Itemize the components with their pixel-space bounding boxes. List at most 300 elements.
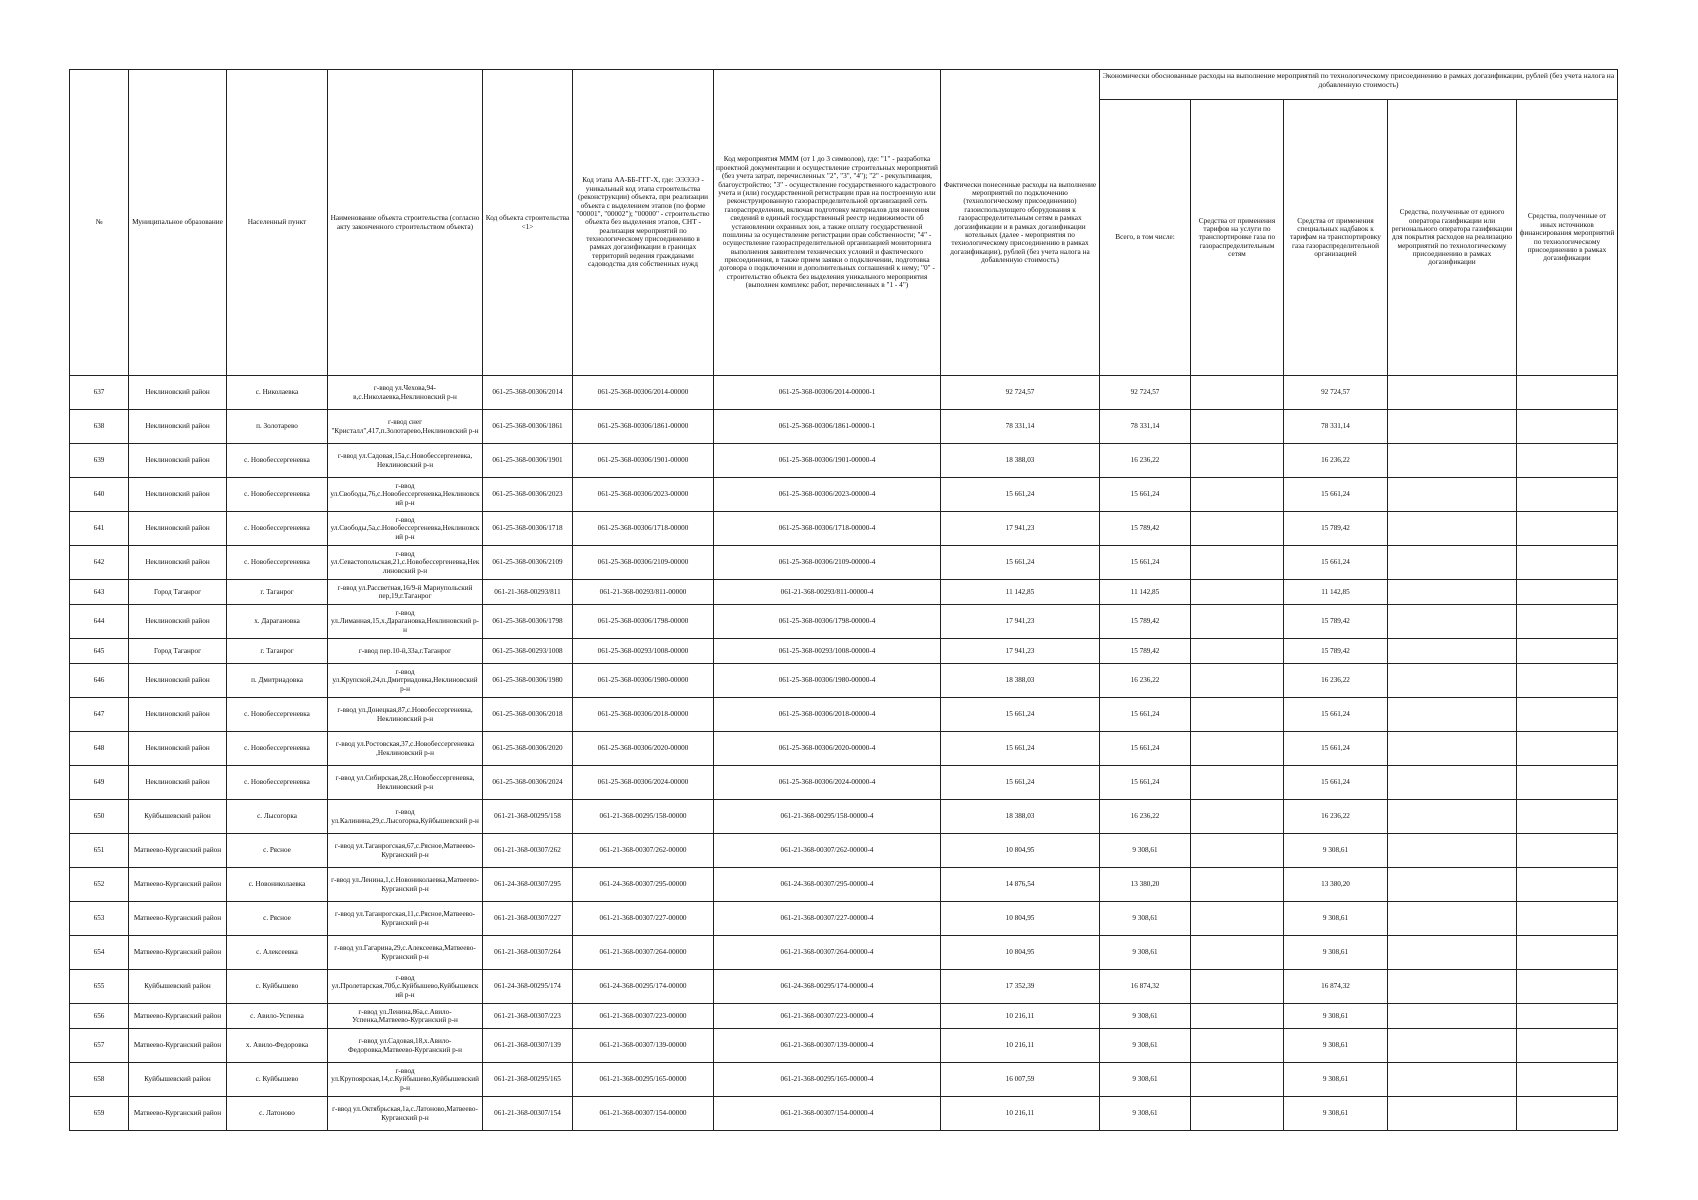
cell-num: 650 bbox=[70, 800, 129, 834]
cell-operator-funds bbox=[1388, 1097, 1517, 1131]
cell-stage-code: 061-21-368-00307/264-00000 bbox=[573, 936, 714, 970]
table-row bbox=[70, 605, 1618, 639]
cell-object-code: 061-24-368-00307/295 bbox=[483, 868, 573, 902]
cell-municipality: Город Таганрог bbox=[129, 580, 227, 605]
cell-total: 78 331,14 bbox=[1100, 410, 1191, 444]
cell-stage-code: 061-21-368-00293/811-00000 bbox=[573, 580, 714, 605]
cell-tariff-transport bbox=[1191, 834, 1284, 868]
cell-event-code: 061-21-368-00293/811-00000-4 bbox=[714, 580, 941, 605]
cell-total: 15 661,24 bbox=[1100, 698, 1191, 732]
cell-other-sources bbox=[1517, 376, 1618, 410]
cell-object-name: г-ввод ул.Лиманная,15,х.Дарагановка,Неклиновский р-н bbox=[328, 605, 483, 639]
cell-object-code: 061-25-368-00306/1980 bbox=[483, 664, 573, 698]
table-row bbox=[70, 834, 1618, 868]
cell-num: 647 bbox=[70, 698, 129, 732]
cell-special-markups: 16 874,32 bbox=[1284, 970, 1388, 1004]
table-row bbox=[70, 902, 1618, 936]
cell-num: 639 bbox=[70, 444, 129, 478]
cell-object-code: 061-25-368-00306/1798 bbox=[483, 605, 573, 639]
cell-object-code: 061-25-368-00306/1861 bbox=[483, 410, 573, 444]
cell-num: 655 bbox=[70, 970, 129, 1004]
cell-object-name: г-ввод ул.Свободы,5а,с.Новобессергеневка,Неклиновский р-н bbox=[328, 512, 483, 546]
table-row bbox=[70, 478, 1618, 512]
cell-operator-funds bbox=[1388, 868, 1517, 902]
cell-tariff-transport bbox=[1191, 580, 1284, 605]
cell-object-code: 061-25-368-00306/2014 bbox=[483, 376, 573, 410]
header-special-markups: Средства от применения специальных надбавок к тарифам на транспортировку газа газораспределительной организацией bbox=[1284, 100, 1388, 376]
cell-tariff-transport bbox=[1191, 1029, 1284, 1063]
cell-object-name: г-ввод ул.Сибирская,28,с.Новобессергеневка, Неклиновский р-н bbox=[328, 766, 483, 800]
cell-actual-costs: 17 941,23 bbox=[941, 512, 1100, 546]
cell-num: 646 bbox=[70, 664, 129, 698]
table-row bbox=[70, 868, 1618, 902]
cell-tariff-transport bbox=[1191, 605, 1284, 639]
cell-object-name: г-ввод ул.Таганрогская,67,с.Рясное,Матвеево-Курганский р-н bbox=[328, 834, 483, 868]
cell-actual-costs: 15 661,24 bbox=[941, 766, 1100, 800]
cell-num: 652 bbox=[70, 868, 129, 902]
cell-settlement: с. Новобессергеневка bbox=[227, 766, 328, 800]
cell-actual-costs: 18 388,03 bbox=[941, 800, 1100, 834]
cell-total: 9 308,61 bbox=[1100, 1063, 1191, 1097]
cell-other-sources bbox=[1517, 478, 1618, 512]
cell-special-markups: 92 724,57 bbox=[1284, 376, 1388, 410]
cell-event-code: 061-25-368-00306/1901-00000-4 bbox=[714, 444, 941, 478]
cell-stage-code: 061-25-368-00306/2023-00000 bbox=[573, 478, 714, 512]
cell-total: 16 236,22 bbox=[1100, 444, 1191, 478]
cell-municipality: Куйбышевский район bbox=[129, 970, 227, 1004]
cell-tariff-transport bbox=[1191, 410, 1284, 444]
cell-stage-code: 061-25-368-00306/2109-00000 bbox=[573, 546, 714, 580]
cell-total: 15 661,24 bbox=[1100, 546, 1191, 580]
cell-object-code: 061-21-368-00307/262 bbox=[483, 834, 573, 868]
cell-municipality: Матвеево-Курганский район bbox=[129, 834, 227, 868]
cell-object-code: 061-25-368-00306/2109 bbox=[483, 546, 573, 580]
cell-object-code: 061-21-368-00307/154 bbox=[483, 1097, 573, 1131]
cell-municipality: Матвеево-Курганский район bbox=[129, 1004, 227, 1029]
cell-settlement: с. Авило-Успенка bbox=[227, 1004, 328, 1029]
cell-operator-funds bbox=[1388, 936, 1517, 970]
cell-special-markups: 9 308,61 bbox=[1284, 1063, 1388, 1097]
header-object-name: Наименование объекта строительства (согласно акту законченного строительством объекта) bbox=[328, 70, 483, 376]
cell-stage-code: 061-25-368-00306/1861-00000 bbox=[573, 410, 714, 444]
cell-special-markups: 9 308,61 bbox=[1284, 1029, 1388, 1063]
cell-num: 653 bbox=[70, 902, 129, 936]
cell-object-name: г-ввод ул.Севастопольская,21,с.Новобессергеневка,Неклиновский р-н bbox=[328, 546, 483, 580]
cell-total: 13 380,20 bbox=[1100, 868, 1191, 902]
cell-operator-funds bbox=[1388, 970, 1517, 1004]
cell-actual-costs: 17 941,23 bbox=[941, 639, 1100, 664]
cell-object-name: г-ввод ул.Пролетарская,70б,с.Куйбышево,Куйбышевский р-н bbox=[328, 970, 483, 1004]
cell-settlement: г. Таганрог bbox=[227, 639, 328, 664]
cell-object-code: 061-25-368-00306/2023 bbox=[483, 478, 573, 512]
cell-special-markups: 15 661,24 bbox=[1284, 478, 1388, 512]
cell-special-markups: 15 789,42 bbox=[1284, 512, 1388, 546]
cell-special-markups: 9 308,61 bbox=[1284, 936, 1388, 970]
cell-total: 11 142,85 bbox=[1100, 580, 1191, 605]
cell-object-code: 061-21-368-00307/139 bbox=[483, 1029, 573, 1063]
cell-stage-code: 061-25-368-00306/1718-00000 bbox=[573, 512, 714, 546]
cell-tariff-transport bbox=[1191, 444, 1284, 478]
cell-object-code: 061-25-368-00306/1901 bbox=[483, 444, 573, 478]
cell-settlement: г. Таганрог bbox=[227, 580, 328, 605]
cell-event-code: 061-21-368-00307/262-00000-4 bbox=[714, 834, 941, 868]
cell-municipality: Неклиновский район bbox=[129, 410, 227, 444]
cell-operator-funds bbox=[1388, 1004, 1517, 1029]
cell-settlement: с. Новобессергеневка bbox=[227, 512, 328, 546]
cell-num: 651 bbox=[70, 834, 129, 868]
cell-actual-costs: 18 388,03 bbox=[941, 664, 1100, 698]
cell-object-code: 061-24-368-00295/174 bbox=[483, 970, 573, 1004]
cell-total: 9 308,61 bbox=[1100, 902, 1191, 936]
cell-tariff-transport bbox=[1191, 664, 1284, 698]
cell-actual-costs: 10 804,95 bbox=[941, 834, 1100, 868]
cell-other-sources bbox=[1517, 410, 1618, 444]
cell-actual-costs: 78 331,14 bbox=[941, 410, 1100, 444]
cell-event-code: 061-25-368-00306/1980-00000-4 bbox=[714, 664, 941, 698]
cell-object-name: г-ввод ул.Калинина,29,с.Лысогорка,Куйбышевский р-н bbox=[328, 800, 483, 834]
cell-special-markups: 15 661,24 bbox=[1284, 732, 1388, 766]
cell-settlement: с. Куйбышево bbox=[227, 970, 328, 1004]
table-row bbox=[70, 1029, 1618, 1063]
cell-settlement: с. Николаевка bbox=[227, 376, 328, 410]
table-row bbox=[70, 1004, 1618, 1029]
cell-settlement: с. Новобессергеневка bbox=[227, 444, 328, 478]
cell-actual-costs: 15 661,24 bbox=[941, 478, 1100, 512]
cell-operator-funds bbox=[1388, 800, 1517, 834]
cell-other-sources bbox=[1517, 970, 1618, 1004]
cell-actual-costs: 10 216,11 bbox=[941, 1004, 1100, 1029]
cell-other-sources bbox=[1517, 1063, 1618, 1097]
cell-municipality: Куйбышевский район bbox=[129, 1063, 227, 1097]
cell-actual-costs: 10 216,11 bbox=[941, 1029, 1100, 1063]
cell-actual-costs: 92 724,57 bbox=[941, 376, 1100, 410]
cell-total: 15 789,42 bbox=[1100, 639, 1191, 664]
table-row bbox=[70, 800, 1618, 834]
cell-operator-funds bbox=[1388, 1029, 1517, 1063]
cell-settlement: с. Рясное bbox=[227, 834, 328, 868]
cell-operator-funds bbox=[1388, 664, 1517, 698]
cell-tariff-transport bbox=[1191, 902, 1284, 936]
cell-num: 640 bbox=[70, 478, 129, 512]
cell-actual-costs: 11 142,85 bbox=[941, 580, 1100, 605]
cell-stage-code: 061-25-368-00306/1901-00000 bbox=[573, 444, 714, 478]
cell-municipality: Матвеево-Курганский район bbox=[129, 936, 227, 970]
cell-event-code: 061-25-368-00306/1861-00000-1 bbox=[714, 410, 941, 444]
header-num: № bbox=[70, 70, 129, 376]
cell-stage-code: 061-25-368-00306/1980-00000 bbox=[573, 664, 714, 698]
cell-event-code: 061-21-368-00295/165-00000-4 bbox=[714, 1063, 941, 1097]
table-row bbox=[70, 664, 1618, 698]
cell-object-name: г-ввод ул.Октябрьская,1а,с.Латоново,Матвеево-Курганский р-н bbox=[328, 1097, 483, 1131]
cell-total: 15 661,24 bbox=[1100, 732, 1191, 766]
cell-tariff-transport bbox=[1191, 639, 1284, 664]
cell-num: 648 bbox=[70, 732, 129, 766]
cell-settlement: с. Рясное bbox=[227, 902, 328, 936]
cell-actual-costs: 10 804,95 bbox=[941, 936, 1100, 970]
cell-object-name: г-ввод ул.Свободы,76,с.Новобессергеневка,Неклиновский р-н bbox=[328, 478, 483, 512]
table-row bbox=[70, 410, 1618, 444]
table-body bbox=[70, 376, 1618, 1131]
cell-actual-costs: 18 388,03 bbox=[941, 444, 1100, 478]
cell-total: 15 661,24 bbox=[1100, 478, 1191, 512]
cell-operator-funds bbox=[1388, 546, 1517, 580]
cell-num: 637 bbox=[70, 376, 129, 410]
cell-num: 659 bbox=[70, 1097, 129, 1131]
cell-num: 654 bbox=[70, 936, 129, 970]
cell-object-name: г-ввод ул.Крупоярская,14,с.Куйбышево,Куйбышевский р-н bbox=[328, 1063, 483, 1097]
cell-settlement: с. Новониколаевка bbox=[227, 868, 328, 902]
cell-actual-costs: 16 007,59 bbox=[941, 1063, 1100, 1097]
cell-municipality: Город Таганрог bbox=[129, 639, 227, 664]
cell-num: 658 bbox=[70, 1063, 129, 1097]
cell-event-code: 061-21-368-00307/264-00000-4 bbox=[714, 936, 941, 970]
cell-stage-code: 061-25-368-00306/2018-00000 bbox=[573, 698, 714, 732]
table-row bbox=[70, 936, 1618, 970]
header-total: Всего, в том числе: bbox=[1100, 100, 1191, 376]
cell-stage-code: 061-21-368-00295/165-00000 bbox=[573, 1063, 714, 1097]
cell-settlement: с. Новобессергеневка bbox=[227, 478, 328, 512]
cell-tariff-transport bbox=[1191, 1097, 1284, 1131]
cell-stage-code: 061-25-368-00306/1798-00000 bbox=[573, 605, 714, 639]
cell-actual-costs: 15 661,24 bbox=[941, 732, 1100, 766]
table-header bbox=[70, 70, 1618, 376]
cell-municipality: Матвеево-Курганский район bbox=[129, 902, 227, 936]
cell-event-code: 061-25-368-00306/2020-00000-4 bbox=[714, 732, 941, 766]
cell-operator-funds bbox=[1388, 512, 1517, 546]
cell-other-sources bbox=[1517, 698, 1618, 732]
cell-special-markups: 9 308,61 bbox=[1284, 1097, 1388, 1131]
cell-event-code: 061-21-368-00295/158-00000-4 bbox=[714, 800, 941, 834]
cell-municipality: Неклиновский район bbox=[129, 766, 227, 800]
cell-event-code: 061-25-368-00306/2023-00000-4 bbox=[714, 478, 941, 512]
cell-municipality: Неклиновский район bbox=[129, 444, 227, 478]
table-row bbox=[70, 766, 1618, 800]
cell-operator-funds bbox=[1388, 732, 1517, 766]
cell-num: 638 bbox=[70, 410, 129, 444]
cell-object-code: 061-21-368-00293/811 bbox=[483, 580, 573, 605]
cell-other-sources bbox=[1517, 800, 1618, 834]
cell-settlement: с. Лысогорка bbox=[227, 800, 328, 834]
cell-special-markups: 15 789,42 bbox=[1284, 639, 1388, 664]
cell-total: 16 874,32 bbox=[1100, 970, 1191, 1004]
table-row bbox=[70, 970, 1618, 1004]
cell-other-sources bbox=[1517, 868, 1618, 902]
cell-municipality: Неклиновский район bbox=[129, 478, 227, 512]
cell-num: 642 bbox=[70, 546, 129, 580]
cell-municipality: Неклиновский район bbox=[129, 698, 227, 732]
cell-event-code: 061-25-368-00306/1718-00000-4 bbox=[714, 512, 941, 546]
cell-special-markups: 16 236,22 bbox=[1284, 664, 1388, 698]
cell-object-name: г-ввод ул.Садовая,18,х.Авило-Федоровка,Матвеево-Курганский р-н bbox=[328, 1029, 483, 1063]
cell-other-sources bbox=[1517, 546, 1618, 580]
cell-municipality: Неклиновский район bbox=[129, 546, 227, 580]
cell-object-code: 061-25-368-00306/1718 bbox=[483, 512, 573, 546]
cell-tariff-transport bbox=[1191, 1004, 1284, 1029]
cell-total: 16 236,22 bbox=[1100, 800, 1191, 834]
cell-event-code: 061-24-368-00295/174-00000-4 bbox=[714, 970, 941, 1004]
cell-stage-code: 061-25-368-00293/1008-00000 bbox=[573, 639, 714, 664]
cell-object-name: г-ввод ул.Чехова,94-в,с.Николаевка,Неклиновский р-н bbox=[328, 376, 483, 410]
cell-object-code: 061-21-368-00307/227 bbox=[483, 902, 573, 936]
cell-operator-funds bbox=[1388, 698, 1517, 732]
cell-stage-code: 061-25-368-00306/2020-00000 bbox=[573, 732, 714, 766]
cell-total: 9 308,61 bbox=[1100, 1029, 1191, 1063]
cell-event-code: 061-25-368-00293/1008-00000-4 bbox=[714, 639, 941, 664]
cell-actual-costs: 15 661,24 bbox=[941, 546, 1100, 580]
header-econ-group: Экономически обоснованные расходы на выполнение мероприятий по технологическому присоединению в рамках догазификации, рублей (без учета налога на добавленную стоимость) bbox=[1100, 70, 1618, 100]
cell-other-sources bbox=[1517, 902, 1618, 936]
cell-operator-funds bbox=[1388, 478, 1517, 512]
cell-municipality: Матвеево-Курганский район bbox=[129, 868, 227, 902]
cell-other-sources bbox=[1517, 512, 1618, 546]
cell-actual-costs: 14 876,54 bbox=[941, 868, 1100, 902]
cell-object-name: г-ввод ул.Таганрогская,11,с.Рясное,Матвеево-Курганский р-н bbox=[328, 902, 483, 936]
cell-object-code: 061-21-368-00307/223 bbox=[483, 1004, 573, 1029]
cell-total: 15 661,24 bbox=[1100, 766, 1191, 800]
cell-operator-funds bbox=[1388, 444, 1517, 478]
table-row bbox=[70, 444, 1618, 478]
cell-tariff-transport bbox=[1191, 376, 1284, 410]
cell-other-sources bbox=[1517, 1029, 1618, 1063]
cell-tariff-transport bbox=[1191, 698, 1284, 732]
cell-event-code: 061-21-368-00307/154-00000-4 bbox=[714, 1097, 941, 1131]
cell-other-sources bbox=[1517, 936, 1618, 970]
cell-settlement: с. Алексеевка bbox=[227, 936, 328, 970]
cell-stage-code: 061-21-368-00307/139-00000 bbox=[573, 1029, 714, 1063]
cell-tariff-transport bbox=[1191, 970, 1284, 1004]
header-settlement: Населенный пункт bbox=[227, 70, 328, 376]
cell-special-markups: 15 789,42 bbox=[1284, 605, 1388, 639]
table-row bbox=[70, 376, 1618, 410]
cell-settlement: с. Латоново bbox=[227, 1097, 328, 1131]
cell-num: 641 bbox=[70, 512, 129, 546]
cell-operator-funds bbox=[1388, 766, 1517, 800]
cell-special-markups: 15 661,24 bbox=[1284, 766, 1388, 800]
cell-stage-code: 061-21-368-00307/262-00000 bbox=[573, 834, 714, 868]
header-operator-funds: Средства, полученные от единого оператора газификации или регионального оператора газификации для покрытия расходов на реализацию мероприятий по технологическому присоединению в рамках догазификации bbox=[1388, 100, 1517, 376]
table-row bbox=[70, 1063, 1618, 1097]
cell-object-code: 061-21-368-00295/165 bbox=[483, 1063, 573, 1097]
cell-stage-code: 061-21-368-00307/227-00000 bbox=[573, 902, 714, 936]
table-row bbox=[70, 732, 1618, 766]
cell-tariff-transport bbox=[1191, 478, 1284, 512]
cell-object-name: г-ввод ул.Ростовская,37,с.Новобессергеневка ,Неклиновский р-н bbox=[328, 732, 483, 766]
cell-actual-costs: 10 804,95 bbox=[941, 902, 1100, 936]
cell-stage-code: 061-25-368-00306/2024-00000 bbox=[573, 766, 714, 800]
cell-tariff-transport bbox=[1191, 546, 1284, 580]
data-table bbox=[69, 69, 1618, 1131]
cell-object-code: 061-21-368-00307/264 bbox=[483, 936, 573, 970]
cell-municipality: Куйбышевский район bbox=[129, 800, 227, 834]
cell-object-name: г-ввод ул.Ленина,1,с.Новониколаевка,Матвеево-Курганский р-н bbox=[328, 868, 483, 902]
cell-tariff-transport bbox=[1191, 868, 1284, 902]
cell-num: 645 bbox=[70, 639, 129, 664]
cell-object-name: г-ввод ул.Донецкая,87,с.Новобессергеневка, Неклиновский р-н bbox=[328, 698, 483, 732]
cell-tariff-transport bbox=[1191, 512, 1284, 546]
cell-municipality: Неклиновский район bbox=[129, 664, 227, 698]
header-tariff-transport: Средства от применения тарифов на услуги по транспортировке газа по газораспределительным сетям bbox=[1191, 100, 1284, 376]
cell-settlement: п. Золотарево bbox=[227, 410, 328, 444]
cell-municipality: Неклиновский район bbox=[129, 376, 227, 410]
cell-special-markups: 15 661,24 bbox=[1284, 698, 1388, 732]
header-event-code: Код мероприятия МММ (от 1 до 3 символов), где: "1" - разработка проектной документации и осуществление строительных мероприятий (без учета затрат, перечисленных "2", "3", "4"); "2" - рекультивация, благоустройство; "3" - осуществление государственного кадастрового учета и (или) государственной регистрации прав на построенную или реконструированную газораспределительной организацией сеть газораспределения, включая подготовку материалов для внесения сведений в единый государственный реестр недвижимости об установлении охранных зон, а также оплату государственной пошлины за осуществление регистрации прав собственности; "4" - осуществление газораспределительной организацией мониторинга выполнения заявителем технических условий и фактического присоединения, в также прием заявки о подключении, подготовка договора о подключении и дополнительных соглашений к нему; "0" - строительство объекта без выделения уникального мероприятия (выполнен комплекс работ, перечисленных в "1 - 4") bbox=[714, 70, 941, 376]
cell-stage-code: 061-25-368-00306/2014-00000 bbox=[573, 376, 714, 410]
cell-object-code: 061-21-368-00295/158 bbox=[483, 800, 573, 834]
cell-settlement: с. Новобессергеневка bbox=[227, 732, 328, 766]
cell-event-code: 061-25-368-00306/2109-00000-4 bbox=[714, 546, 941, 580]
table-row bbox=[70, 580, 1618, 605]
cell-special-markups: 9 308,61 bbox=[1284, 1004, 1388, 1029]
cell-settlement: с. Новобессергеневка bbox=[227, 698, 328, 732]
cell-stage-code: 061-21-368-00295/158-00000 bbox=[573, 800, 714, 834]
cell-total: 92 724,57 bbox=[1100, 376, 1191, 410]
cell-stage-code: 061-24-368-00295/174-00000 bbox=[573, 970, 714, 1004]
cell-total: 9 308,61 bbox=[1100, 1097, 1191, 1131]
cell-stage-code: 061-21-368-00307/154-00000 bbox=[573, 1097, 714, 1131]
cell-settlement: с. Куйбышево bbox=[227, 1063, 328, 1097]
table-row bbox=[70, 1097, 1618, 1131]
cell-num: 657 bbox=[70, 1029, 129, 1063]
cell-object-name: г-ввод ул.Рассветная,16/9-й Мариупольский пер,19,г.Таганрог bbox=[328, 580, 483, 605]
cell-stage-code: 061-24-368-00307/295-00000 bbox=[573, 868, 714, 902]
header-other-sources: Средства, полученные от иных источников финансирования мероприятий по технологическому присоединению в рамках догазификации bbox=[1517, 100, 1618, 376]
cell-special-markups: 11 142,85 bbox=[1284, 580, 1388, 605]
cell-operator-funds bbox=[1388, 410, 1517, 444]
cell-settlement: х. Авило-Федоровка bbox=[227, 1029, 328, 1063]
cell-operator-funds bbox=[1388, 902, 1517, 936]
cell-special-markups: 9 308,61 bbox=[1284, 834, 1388, 868]
cell-operator-funds bbox=[1388, 834, 1517, 868]
cell-municipality: Неклиновский район bbox=[129, 605, 227, 639]
cell-event-code: 061-21-368-00307/227-00000-4 bbox=[714, 902, 941, 936]
cell-event-code: 061-24-368-00307/295-00000-4 bbox=[714, 868, 941, 902]
table-row bbox=[70, 512, 1618, 546]
cell-total: 15 789,42 bbox=[1100, 512, 1191, 546]
cell-special-markups: 9 308,61 bbox=[1284, 902, 1388, 936]
cell-object-code: 061-25-368-00306/2024 bbox=[483, 766, 573, 800]
cell-operator-funds bbox=[1388, 580, 1517, 605]
cell-event-code: 061-21-368-00307/139-00000-4 bbox=[714, 1029, 941, 1063]
cell-other-sources bbox=[1517, 580, 1618, 605]
cell-special-markups: 13 380,20 bbox=[1284, 868, 1388, 902]
cell-num: 643 bbox=[70, 580, 129, 605]
cell-operator-funds bbox=[1388, 1063, 1517, 1097]
cell-other-sources bbox=[1517, 834, 1618, 868]
cell-special-markups: 16 236,22 bbox=[1284, 800, 1388, 834]
cell-actual-costs: 17 941,23 bbox=[941, 605, 1100, 639]
header-municipality: Муниципальное образование bbox=[129, 70, 227, 376]
cell-object-name: г-ввод ул.Крупской,24,п.Дмитриадовка,Неклиновский р-н bbox=[328, 664, 483, 698]
header-object-code: Код объекта строительства <1> bbox=[483, 70, 573, 376]
cell-other-sources bbox=[1517, 1004, 1618, 1029]
cell-municipality: Неклиновский район bbox=[129, 732, 227, 766]
cell-operator-funds bbox=[1388, 376, 1517, 410]
cell-actual-costs: 17 352,39 bbox=[941, 970, 1100, 1004]
cell-tariff-transport bbox=[1191, 732, 1284, 766]
cell-other-sources bbox=[1517, 664, 1618, 698]
cell-other-sources bbox=[1517, 639, 1618, 664]
cell-total: 15 789,42 bbox=[1100, 605, 1191, 639]
cell-object-name: г-ввод ул.Садовая,15а,с.Новобессергеневка, Неклиновский р-н bbox=[328, 444, 483, 478]
cell-other-sources bbox=[1517, 732, 1618, 766]
cell-operator-funds bbox=[1388, 605, 1517, 639]
table-row bbox=[70, 698, 1618, 732]
cell-special-markups: 78 331,14 bbox=[1284, 410, 1388, 444]
cell-event-code: 061-25-368-00306/1798-00000-4 bbox=[714, 605, 941, 639]
cell-object-code: 061-25-368-00306/2018 bbox=[483, 698, 573, 732]
cell-municipality: Матвеево-Курганский район bbox=[129, 1029, 227, 1063]
cell-num: 649 bbox=[70, 766, 129, 800]
